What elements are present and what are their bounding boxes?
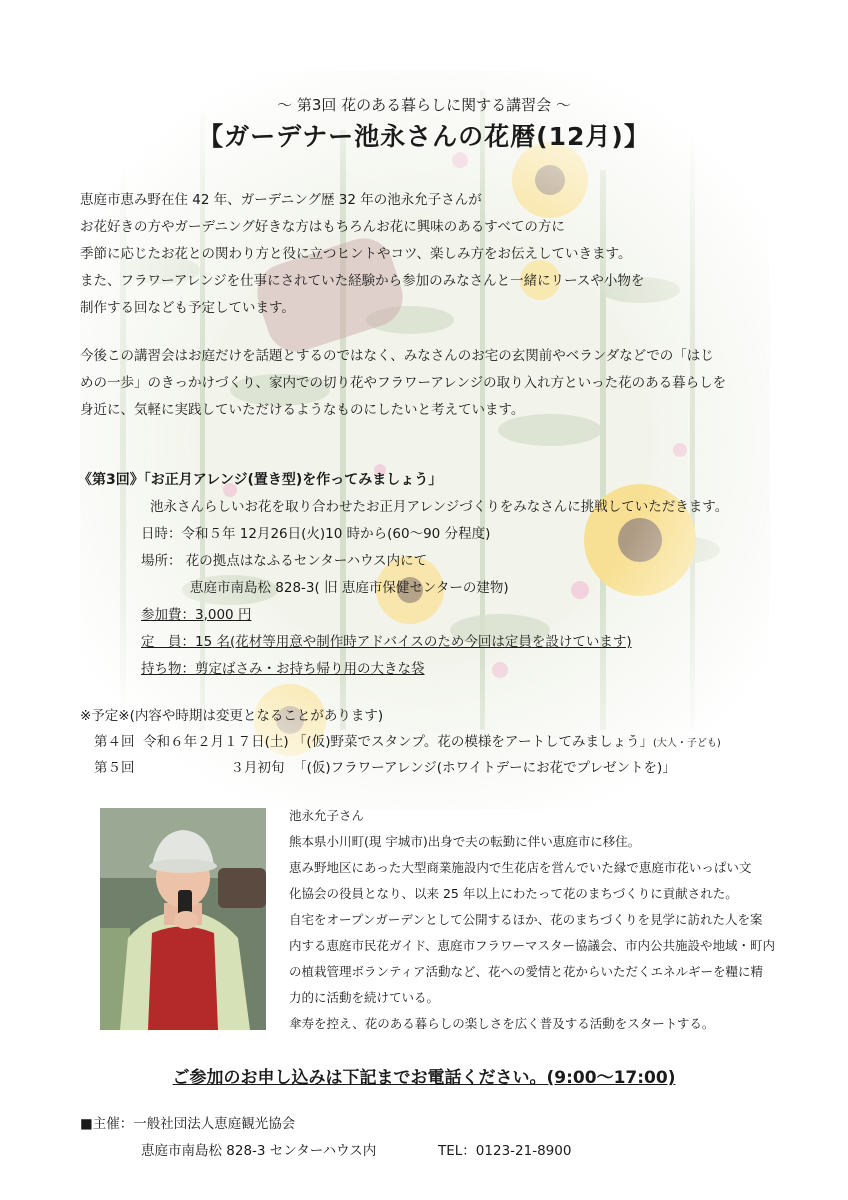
session-bring: 持ち物：剪定ばさみ・お持ち帰り用の大きな袋 bbox=[141, 661, 425, 677]
profile-line: の植栽管理ボランティア活動など、花への愛情と花からいただくエネルギーを糧に精 bbox=[289, 964, 764, 979]
intro-line: お花好きの方やガーデニング好きな方はもちろんお花に興味のあるすべての方に bbox=[80, 219, 565, 235]
intro-line: 制作する回なども予定しています。 bbox=[80, 300, 295, 316]
session-description: 池永さんらしいお花を取り合わせたお正月アレンジづくりをみなさんに挑戦していただきます。 bbox=[150, 499, 729, 515]
schedule-item bbox=[94, 755, 676, 783]
profile-line: 化協会の役員となり、以来 25 年以上にわたって花のまちづくりに貢献された。 bbox=[289, 886, 738, 901]
profile-name: 池永允子さん bbox=[289, 808, 365, 823]
organizer-label: ■主催：一般社団法人恵庭観光協会 bbox=[80, 1116, 296, 1132]
intro-line: また、フラワーアレンジを仕事にされていた経験から参加のみなさんと一緒にリースや小物を bbox=[80, 273, 645, 289]
session-place: 場所： 花の拠点はなふるセンターハウス内にて bbox=[141, 553, 428, 569]
schedule-content: 「(仮)フラワーアレンジ(ホワイトデーにお花でプレゼントを)」 bbox=[293, 760, 676, 776]
organizer-address: 恵庭市南島松 828-3 センターハウス内 bbox=[141, 1143, 377, 1159]
profile-line: 傘寿を控え、花のある暮らしの楽しさを広く普及する活動をスタートする。 bbox=[289, 1016, 715, 1031]
session-capacity: 定 員：15 名(花材等用意や制作時アドバイスのため今回は定員を設けています) bbox=[141, 634, 632, 650]
page-title: 【ガーデナー池永さんの花暦(12月)】 bbox=[198, 122, 650, 151]
intro-line: 恵庭市恵み野在住 42 年、ガーデニング歴 32 年の池永允子さんが bbox=[80, 192, 482, 208]
schedule-audience: (大人・子ども) bbox=[653, 738, 721, 749]
background-flower-photo bbox=[80, 70, 770, 810]
profile-line: 恵み野地区にあった大型商業施設内で生花店を営んでいた縁で恵庭市花いっぱい文 bbox=[289, 860, 752, 875]
schedule-label: 第５回 bbox=[94, 760, 135, 776]
intro-line: 今後この講習会はお庭だけを話題とするのではなく、みなさんのお宅の玄関前やベランダなどでの「はじ bbox=[80, 348, 714, 364]
profile-line: 熊本県小川町(現 宇城市)出身で夫の転勤に伴い恵庭市に移住。 bbox=[289, 834, 641, 849]
schedule-label: 第４回 bbox=[94, 734, 135, 750]
schedule-note: ※予定※(内容や時期は変更となることがあります) bbox=[80, 708, 384, 724]
event-subtitle: ～ 第3回 花のある暮らしに関する講習会 ～ bbox=[277, 96, 571, 114]
schedule-item bbox=[94, 729, 721, 758]
apply-notice: ご参加のお申し込みは下記までお電話ください。(9:00～17:00) bbox=[172, 1068, 676, 1088]
session-address: 恵庭市南島松 828-3( 旧 恵庭市保健センターの建物) bbox=[190, 580, 509, 596]
session-fee: 参加費：3,000 円 bbox=[141, 607, 252, 623]
portrait-photo bbox=[100, 808, 266, 1030]
schedule-content: 「(仮)野菜でスタンプ。花の模様をアートしてみましょう」 bbox=[292, 734, 653, 750]
profile-line: 自宅をオープンガーデンとして公開するほか、花のまちづくりを見学に訪れた人を案 bbox=[289, 912, 763, 927]
profile-line: 力的に活動を続けている。 bbox=[289, 990, 440, 1005]
profile-line: 内する恵庭市民花ガイド、恵庭市フラワーマスター協議会、市内公共施設や地域・町内 bbox=[289, 938, 776, 953]
organizer-tel: TEL：0123-21-8900 bbox=[438, 1143, 572, 1159]
session-heading: 《第3回》「お正月アレンジ(置き型)を作ってみましょう」 bbox=[78, 472, 443, 488]
session-datetime: 日時：令和５年 12月26日(火)10 時から(60～90 分程度) bbox=[141, 526, 491, 542]
intro-line: めの一歩」のきっかけづくり、家内での切り花やフラワーアレンジの取り入れ方といった花のある暮らしを bbox=[80, 375, 727, 391]
schedule-date: ３月初旬 bbox=[230, 760, 285, 776]
schedule-date: 令和６年２月１７日(土) bbox=[143, 734, 289, 750]
intro-line: 季節に応じたお花との関わり方と役に立つヒントやコツ、楽しみ方をお伝えしていきます。 bbox=[80, 246, 632, 262]
intro-line: 身近に、気軽に実践していただけるようなものにしたいと考えています。 bbox=[80, 402, 525, 418]
